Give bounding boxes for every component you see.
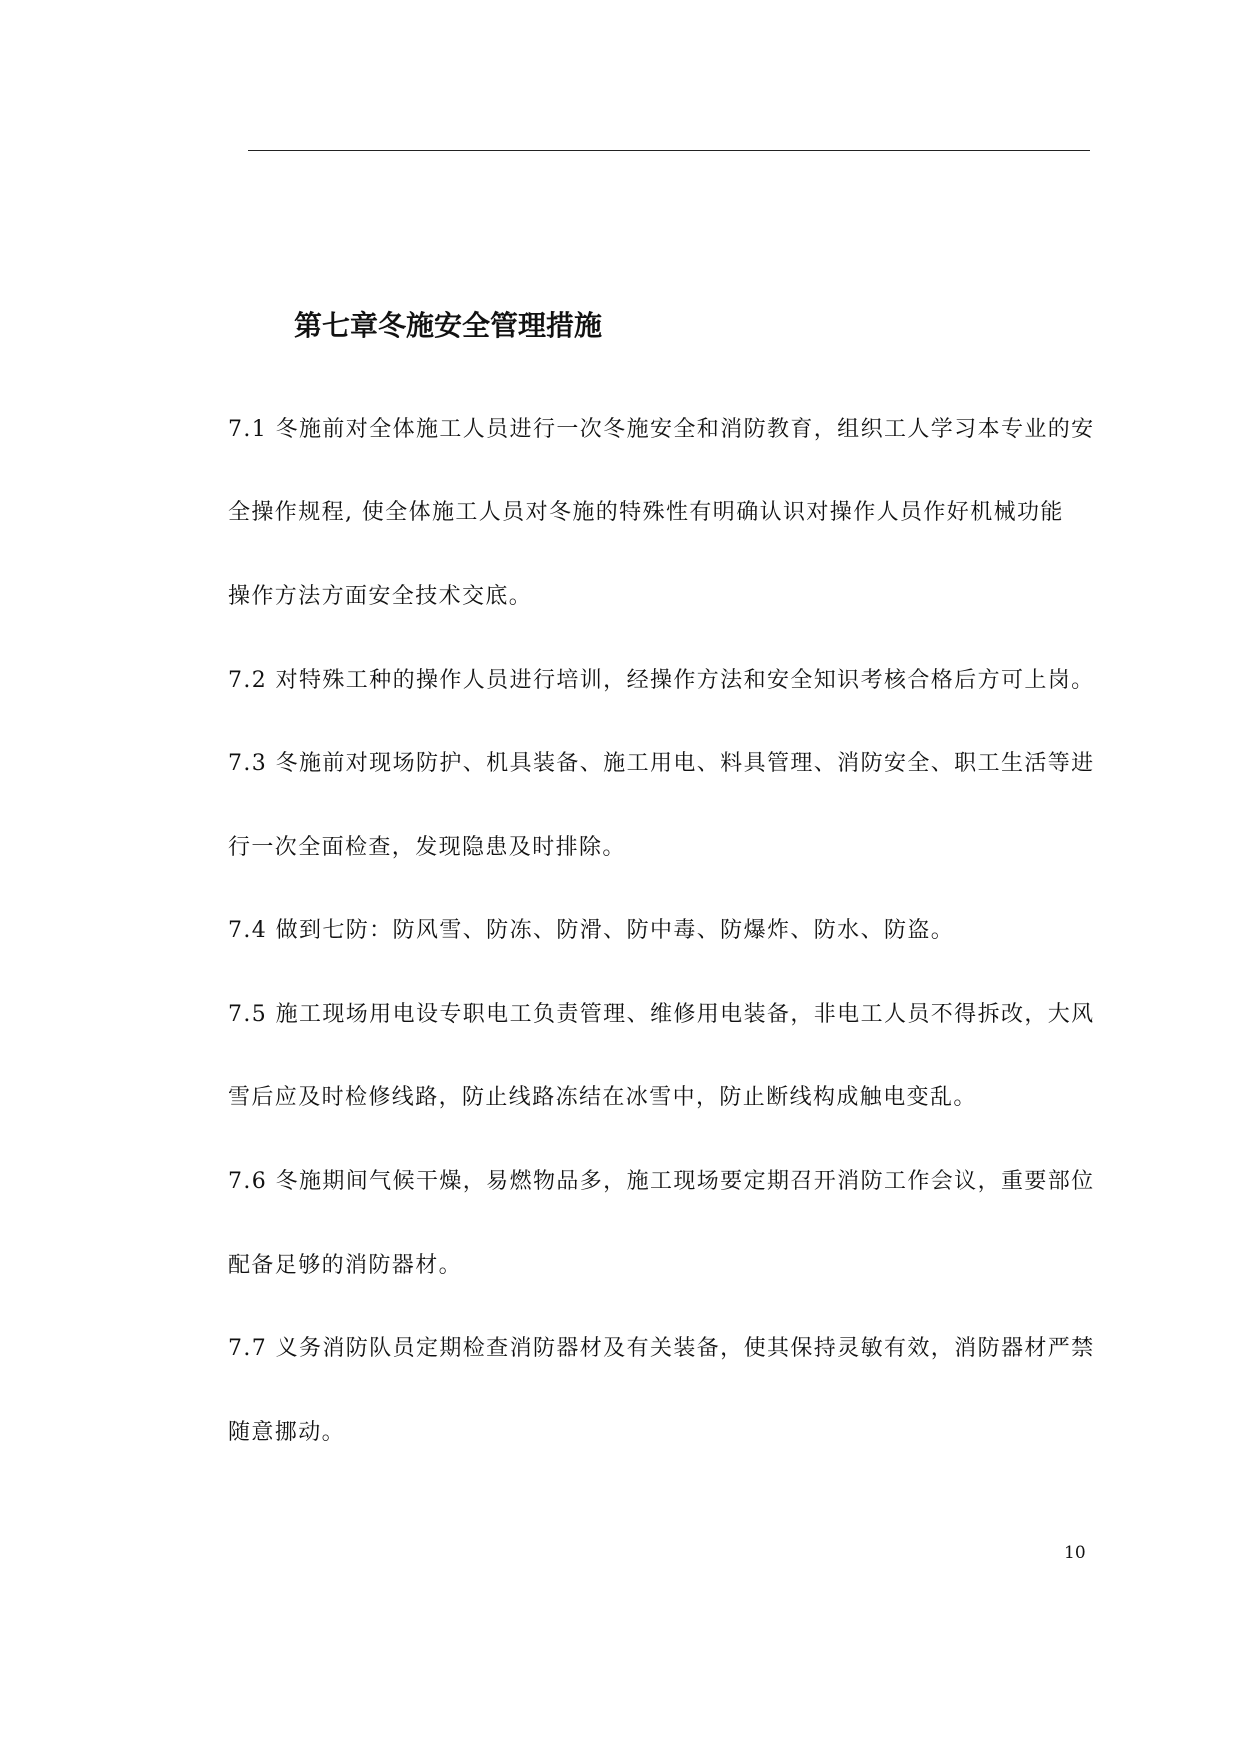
page-number: 10	[1064, 1543, 1086, 1563]
paragraph-7-1-line-3: 操作方法方面安全技术交底。	[228, 584, 533, 609]
paragraph-7-6-line-1: 7.6 冬施期间气候干燥，易燃物品多，施工现场要定期召开消防工作会议，重要部位	[228, 1169, 1095, 1194]
paragraph-7-1-line-1: 7.1 冬施前对全体施工人员进行一次冬施安全和消防教育，组织工人学习本专业的安	[228, 417, 1095, 442]
paragraph-7-4: 7.4 做到七防：防风雪、防冻、防滑、防中毒、防爆炸、防水、防盗。	[228, 918, 955, 943]
paragraph-7-3-line-1: 7.3 冬施前对现场防护、机具装备、施工用电、料具管理、消防安全、职工生活等进	[228, 751, 1095, 776]
paragraph-7-1-line-2: 全操作规程, 使全体施工人员对冬施的特殊性有明确认识对操作人员作好机械功能	[228, 500, 1064, 525]
paragraph-7-5-line-2: 雪后应及时检修线路，防止线路冻结在冰雪中，防止断线构成触电变乱。	[228, 1085, 977, 1110]
chapter-title: 第七章冬施安全管理措施	[294, 309, 603, 342]
paragraph-7-5-line-1: 7.5 施工现场用电设专职电工负责管理、维修用电装备，非电工人员不得拆改，大风	[228, 1002, 1095, 1027]
paragraph-7-7-line-2: 随意挪动。	[228, 1420, 346, 1445]
paragraph-7-2: 7.2 对特殊工种的操作人员进行培训，经操作方法和安全知识考核合格后方可上岗。	[228, 668, 1095, 693]
paragraph-7-3-line-2: 行一次全面检查，发现隐患及时排除。	[228, 835, 626, 860]
paragraph-7-6-line-2: 配备足够的消防器材。	[228, 1253, 463, 1278]
header-rule	[248, 150, 1090, 151]
paragraph-7-7-line-1: 7.7 义务消防队员定期检查消防器材及有关装备，使其保持灵敏有效，消防器材严禁	[228, 1336, 1095, 1361]
